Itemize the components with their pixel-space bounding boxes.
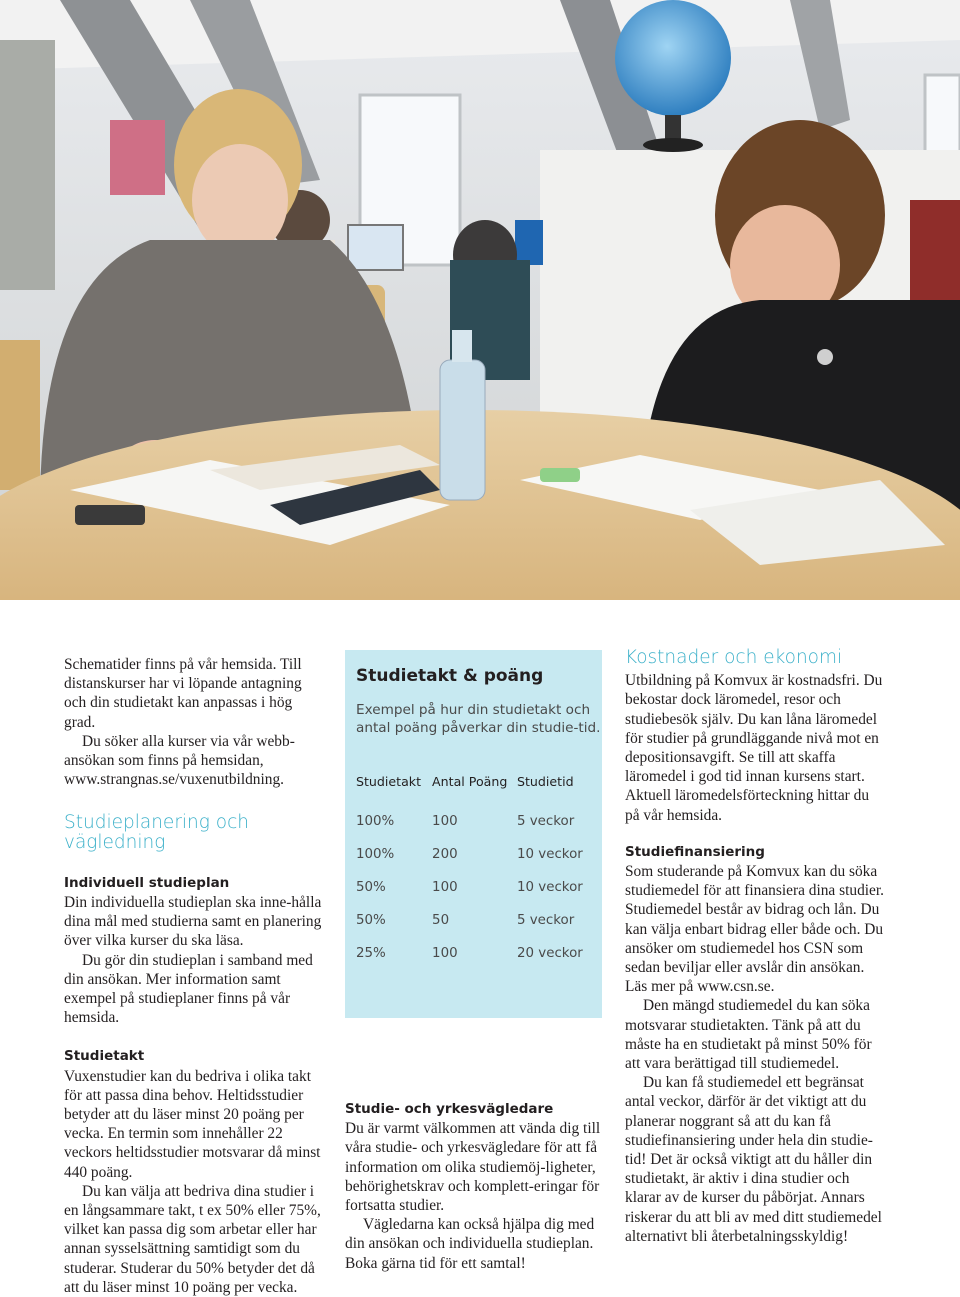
table-row [356,946,596,979]
table-cell: 100 [432,946,458,961]
subheading-studiefinansiering: Studiefinansiering [625,843,765,860]
table-header-cell: Antal Poäng [432,774,508,789]
table-cell: 100% [356,814,395,829]
table-cell: 25% [356,946,386,961]
subheading-studieplan: Individuell studieplan [64,874,230,891]
table-cell: 100 [432,814,458,829]
table-cell: 50 [432,913,450,928]
studietakt-table [356,774,596,979]
studieplan-paragraph-1: Din individuella studieplan ska inne-hålla dina mål med studierna samt en planering över vilka kurser du ska läsa. [64,894,322,950]
table-cell: 100% [356,847,395,862]
middle-column [345,1100,607,1273]
studietakt-paragraph-1: Vuxenstudier kan du bedriva i olika takt för att passa dina behov. Heltidsstudier betyder att du läser minst 20 poäng per vecka. En termin som innehåller 22 veckors heltidsstudier motsvarar då minst 440 poäng. [64,1067,321,1181]
photo-illustration [0,0,960,610]
vagledare-paragraph-1: Du är varmt välkommen att vända dig till våra studie- och yrkesvägledare för att få information om olika studiemöj-ligheter, behörighetskrav och komplett-eringar för fortsatta studier. [345,1120,601,1215]
photo-two-women-studying [0,0,960,610]
studieplan-paragraph-2: Du gör din studieplan i samband med din ansökan. Mer information samt exempel på studieplaner finns på vår hemsida. [64,951,313,1027]
table-header-cell: Studietakt [356,774,422,789]
section-heading-studieplanering: Studieplanering och vägledning [64,812,249,853]
section-heading-kostnader: Kostnader och ekonomi [625,647,843,668]
studiefinansiering-paragraph-1: Som studerande på Komvux kan du söka studiemedel för att finansiera dina studier. Studiemedel består av bidrag och lån. Du kan välja enbart bidrag eller både och. Du ansöker om studiemedel hos CSN som sedan beviljar eller avslår din ansökan. Läs mer på www.csn.se. [625,863,884,996]
subheading-studietakt: Studietakt [64,1048,145,1065]
table-cell: 100 [432,880,458,895]
intro-paragraph-2: Du söker alla kurser via vår webb-ansökan som finns på hemsidan, www.strangnas.se/vuxenutbildning. [64,732,295,789]
studiefinansiering-paragraph-3: Du kan få studiemedel ett begränsat antal veckor, därför är det viktigt att du planerar noggrant så att du kan få studiefinansiering under hela din studie-tid! Det är också viktigt att du håller din studietakt, är aktiv i dina studier och klarar av de kurser du påbörjat. Annars riskerar du att bli av med ditt studiemedel alternativt bli återbetalningsskyldig! [625,1074,882,1245]
right-column [625,648,887,1246]
table-header-row [356,774,596,814]
subheading-vagledare: Studie- och yrkesvägledare [345,1101,554,1117]
intro-paragraph-1: Schematider finns på vår hemsida. Till distanskurser har vi löpande antagning och din studietakt kan anpassas i hög grad. [64,656,302,731]
kostnader-paragraph: Utbildning på Komvux är kostnadsfri. Du bekostar dock läromedel, resor och studiebesök själv. Du kan låna läromedel för studier på grundläggande nivå mot en depositionsavgift. Se till att skaffa läromedel i god tid innan kursens start. Aktuell läromedelsförteckning hittar du på vår hemsida. [625,672,883,824]
table-cell: 10 veckor [516,847,583,862]
table-cell: 5 veckor [516,814,575,829]
table-row [356,913,596,946]
table-row [356,814,596,847]
left-column [64,655,326,1297]
table-cell: 200 [432,847,458,862]
box-title: Studietakt & poäng [356,666,544,686]
table-cell: 10 veckor [516,880,583,895]
table-row [356,847,596,880]
table-cell: 5 veckor [516,913,575,928]
table-header-cell: Studietid [516,774,574,789]
vagledare-paragraph-2: Vägledarna kan också hjälpa dig med din ansökan och individuella studieplan. Boka gärna tid för ett samtal! [345,1216,595,1272]
box-subtitle: Exempel på hur din studietakt och antal poäng påverkar din studie-tid. [356,702,601,737]
table-cell: 50% [356,880,386,895]
studietakt-poang-box [345,650,602,1018]
table-cell: 20 veckor [516,946,583,961]
table-row [356,880,596,913]
studietakt-paragraph-2: Du kan välja att bedriva dina studier i en långsammare takt, t ex 50% eller 75%, vilket kan passa dig som arbetar eller har annan sysselsättning samtidigt som du studerar. Studerar du 50% betyder det då att du läser minst 10 poäng per vecka. [64,1182,321,1296]
studiefinansiering-paragraph-2: Den mängd studiemedel du kan söka motsvarar studietakten. Tänk på att du måste ha en studietakt på minst 50% för att vara berättigad till studiemedel. [625,997,872,1073]
table-cell: 50% [356,913,386,928]
